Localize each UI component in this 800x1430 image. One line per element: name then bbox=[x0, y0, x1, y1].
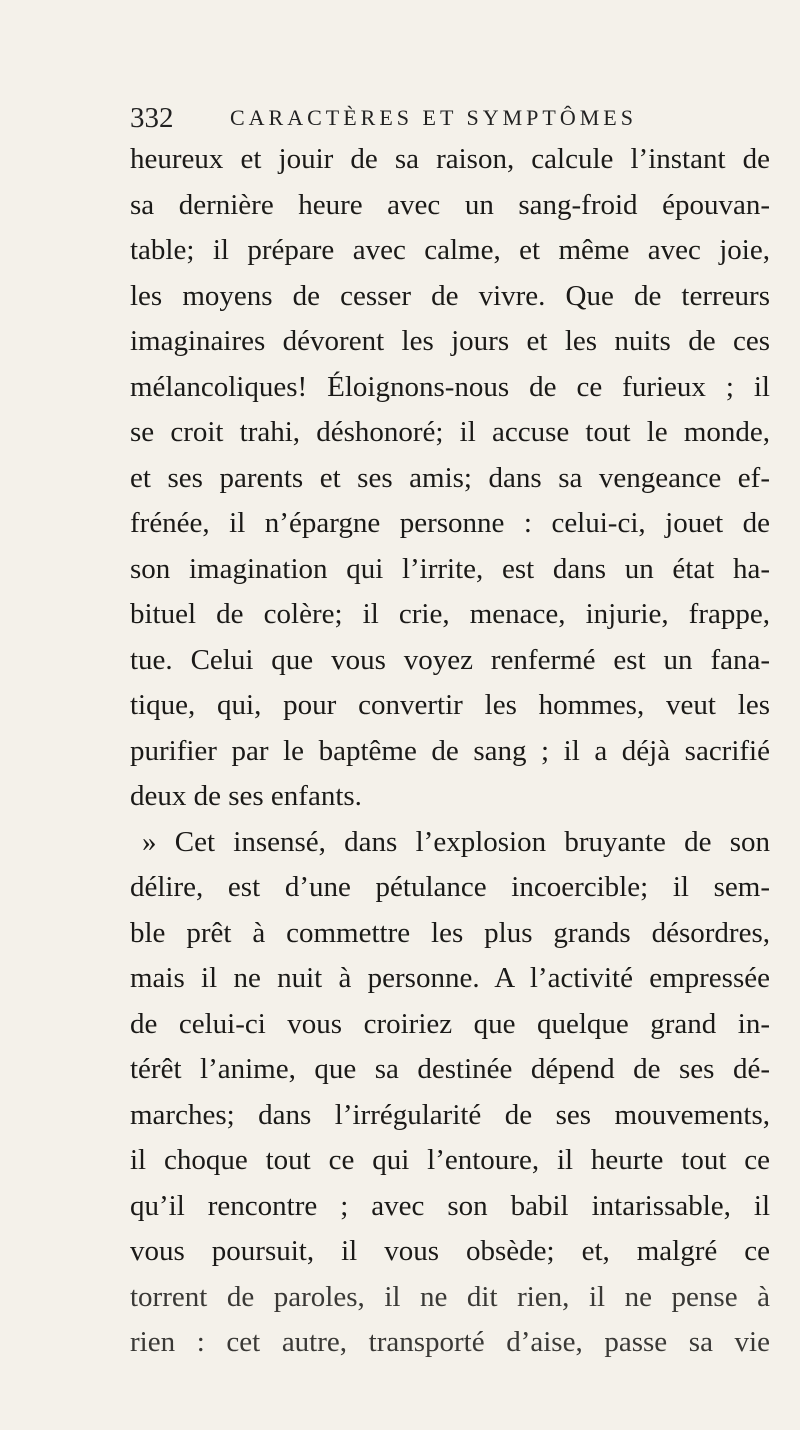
text-line: marches; dans l’irrégularité de ses mouvements, bbox=[130, 1098, 770, 1131]
text-line: se croit trahi, déshonoré; il accuse tout le monde, bbox=[130, 416, 770, 448]
text-line: tue. Celui que vous voyez renfermé est un fana- bbox=[130, 643, 770, 676]
text-line: table; il prépare avec calme, et même avec joie, bbox=[130, 234, 770, 266]
text-line: et ses parents et ses amis; dans sa vengeance ef- bbox=[130, 461, 770, 494]
text-line: sa dernière heure avec un sang-froid épouvan- bbox=[130, 188, 770, 221]
text-line: délire, est d’une pétulance incoercible; il sem- bbox=[130, 871, 770, 903]
text-line: vous poursuit, il vous obsède; et, malgré ce bbox=[130, 1235, 770, 1267]
paragraph-end-line: deux de ses enfants. bbox=[130, 780, 362, 812]
running-title: CARACTÈRES ET SYMPTÔMES bbox=[230, 105, 637, 130]
text-line: tique, qui, pour convertir les hommes, veut les bbox=[130, 689, 770, 721]
text-line: les moyens de cesser de vivre. Que de terreurs bbox=[130, 279, 770, 312]
body-text bbox=[130, 137, 770, 1366]
text-line: frénée, il n’épargne personne : celui-ci, jouet de bbox=[130, 507, 770, 539]
text-line: torrent de paroles, il ne dit rien, il ne pense à bbox=[130, 1280, 770, 1313]
text-line: qu’il rencontre ; avec son babil intarissable, il bbox=[130, 1189, 770, 1222]
text-line: mélancoliques! Éloignons-nous de ce furieux ; il bbox=[130, 370, 770, 403]
text-line: imaginaires dévorent les jours et les nuits de ces bbox=[130, 325, 770, 357]
running-head bbox=[130, 96, 770, 140]
text-line: purifier par le baptême de sang ; il a déjà sacrifié bbox=[130, 734, 770, 767]
text-line: ble prêt à commettre les plus grands désordres, bbox=[130, 916, 770, 949]
text-line: de celui-ci vous croiriez que quelque grand in- bbox=[130, 1007, 770, 1040]
text-line: térêt l’anime, que sa destinée dépend de ses dé- bbox=[130, 1053, 770, 1085]
text-line: son imagination qui l’irrite, est dans un état ha- bbox=[130, 552, 770, 585]
paragraph-start-line: » Cet insensé, dans l’explosion bruyante de son bbox=[142, 825, 770, 858]
text-line: rien : cet autre, transporté d’aise, passe sa vie bbox=[130, 1326, 770, 1358]
text-line: mais il ne nuit à personne. A l’activité empressée bbox=[130, 962, 770, 994]
text-line: bituel de colère; il crie, menace, injurie, frappe, bbox=[130, 598, 770, 630]
text-line: il choque tout ce qui l’entoure, il heurte tout ce bbox=[130, 1144, 770, 1176]
text-line: heureux et jouir de sa raison, calcule l’instant de bbox=[130, 143, 770, 175]
page-number: 332 bbox=[130, 102, 174, 134]
